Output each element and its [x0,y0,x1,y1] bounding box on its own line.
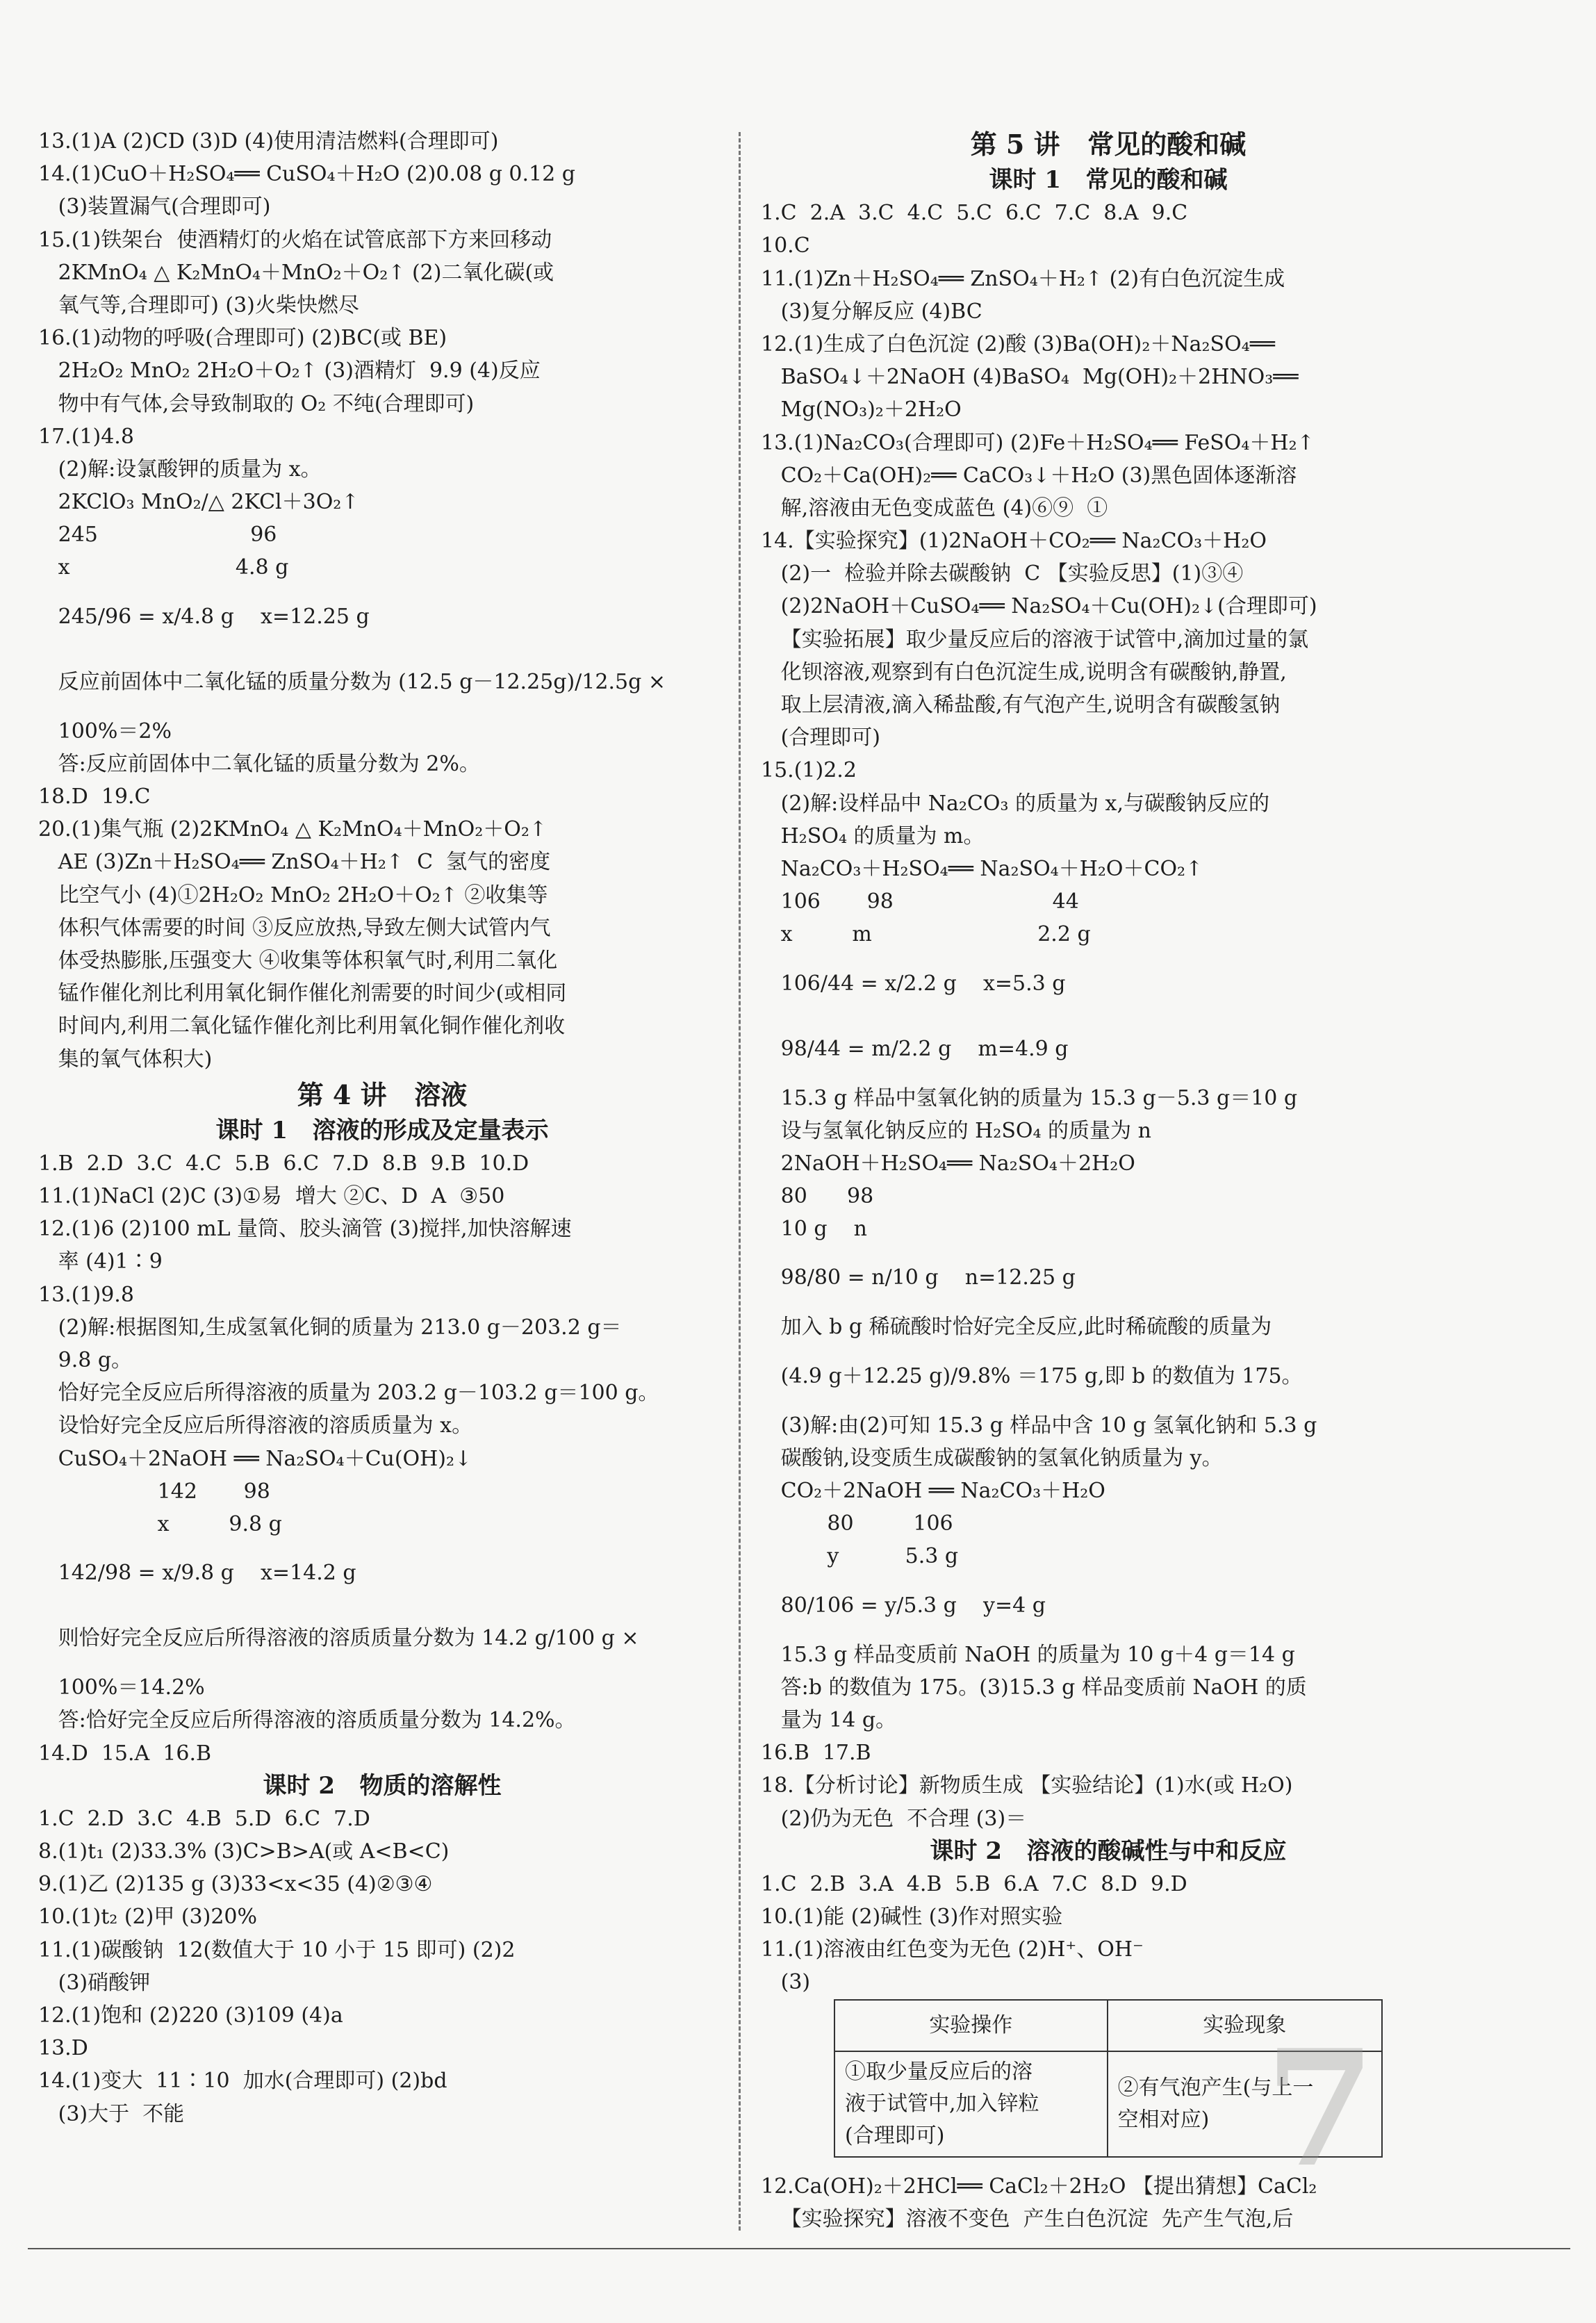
answer-line: 16.B 17.B [761,1741,871,1766]
answer-line: (合理即可) [761,725,881,750]
answer-line: 体受热膨胀,压强变大 ④收集等体积氧气时,利用二氧化 [38,948,558,973]
answer-line: 14.【实验探究】(1)2NaOH＋CO₂══ Na₂CO₃＋H₂O [761,529,1267,554]
answer-line: 【实验探究】溶液不变色 产生白色沉淀 先产生气泡,后 [761,2206,1294,2231]
answer-line: 11.(1)碳酸钠 12(数值大于 10 小于 15 即可) (2)2 [38,1937,516,1962]
answer-line: 体积气体需要的时间 ③反应放热,导致左侧大试管内气 [38,915,551,940]
answer-line: (3)硝酸钾 [38,1970,151,1995]
answer-line: (2)一 检验并除去碳酸钠 C 【实验反思】(1)③④ [761,561,1244,586]
answer-line: x 9.8 g [38,1511,282,1536]
answer-line: 物中有气体,会导致制取的 O₂ 不纯(合理即可) [38,391,475,416]
table-cell-line: 液于试管中,加入锌粒 [845,2091,1039,2116]
answer-line: (3)装置漏气(合理即可) [38,195,271,220]
answer-line: 11.(1)NaCl (2)C (3)①易 增大 ②C、D A ③50 [38,1184,505,1209]
answer-line: 集的氧气体积大) [38,1046,213,1072]
answer-line: 106 98 44 [761,889,1079,914]
answer-line: 8.(1)t₁ (2)33.3% (3)C>B>A(或 A<B<C) [38,1839,450,1864]
answer-line: 142 98 [38,1479,270,1504]
answer-line: 解,溶液由无色变成蓝色 (4)⑥⑨ ① [761,495,1108,520]
answer-line: 2KMnO₄ △ K₂MnO₄＋MnO₂＋O₂↑ (2)二氧化碳(或 [38,260,554,285]
answer-line: 18.【分析讨论】新物质生成 【实验结论】(1)水(或 H₂O) [761,1773,1293,1798]
table-cell-operation [834,2051,1108,2157]
answer-line: 化钡溶液,观察到有白色沉淀生成,说明含有碳酸钠,静置, [761,659,1287,684]
table-header-phenomenon: 实验现象 [1108,2000,1382,2051]
lecture-heading: 第 5 讲 常见的酸和碱 [970,129,1247,160]
answer-line: 2KClO₃ MnO₂/△ 2KCl＋3O₂↑ [38,490,359,515]
lesson-heading: 课时 2 溶液的酸碱性与中和反应 [930,1837,1287,1865]
answer-line: 【实验拓展】取少量反应后的溶液于试管中,滴加过量的氯 [761,627,1309,652]
answer-line: 锰作催化剂比利用氧化铜作催化剂需要的时间少(或相同 [38,981,567,1006]
answer-line: 14.(1)CuO＋H₂SO₄══ CuSO₄＋H₂O (2)0.08 g 0.12 g [38,162,575,187]
answer-line: 98/44 = m/2.2 g m=4.9 g [761,1036,1069,1061]
answer-line: 10.C [761,233,810,258]
answer-line: 18.D 19.C [38,785,151,809]
answer-line: 量为 14 g。 [761,1707,897,1732]
answer-line: 答:恰好完全反应后所得溶液的溶质质量分数为 14.2%。 [38,1708,576,1733]
answer-line: 15.3 g 样品变质前 NaOH 的质量为 10 g＋4 g＝14 g [761,1642,1295,1667]
answer-line: 氧气等,合理即可) (3)火柴快燃尽 [38,293,359,318]
answer-line: CO₂＋Ca(OH)₂══ CaCO₃↓＋H₂O (3)黑色固体逐渐溶 [761,463,1297,488]
answer-line: 14.(1)变大 11∶10 加水(合理即可) (2)bd [38,2069,447,2094]
right-main [761,125,1456,1999]
answer-line: 反应前固体中二氧化锰的质量分数为 (12.5 g－12.25g)/12.5g × [38,669,666,694]
answer-line: 9.(1)乙 (2)135 g (3)33<x<35 (4)②③④ [38,1872,433,1897]
answer-line: (3) [761,1970,811,1995]
answer-line: 15.3 g 样品中氢氧化钠的质量为 15.3 g－5.3 g＝10 g [761,1085,1298,1110]
answer-line: 12.Ca(OH)₂＋2HCl══ CaCl₂＋2H₂O 【提出猜想】CaCl₂ [761,2174,1317,2199]
answer-line: 15.(1)2.2 [761,758,857,783]
lesson-heading: 课时 1 常见的酸和碱 [989,166,1228,194]
answer-line: (4.9 g＋12.25 g)/9.8% ＝175 g,即 b 的数值为 175。 [761,1363,1303,1388]
lecture-heading: 第 4 讲 溶液 [297,1078,468,1110]
answer-line: 恰好完全反应后所得溶液的质量为 203.2 g－103.2 g＝100 g。 [38,1381,659,1406]
answer-line: 比空气小 (4)①2H₂O₂ MnO₂ 2H₂O＋O₂↑ ②收集等 [38,883,548,908]
answer-line: 106/44 = x/2.2 g x=5.3 g [761,971,1066,996]
answer-line: 13.(1)Na₂CO₃(合理即可) (2)Fe＋H₂SO₄══ FeSO₄＋H₂↑ [761,430,1315,455]
answer-line: BaSO₄↓＋2NaOH (4)BaSO₄ Mg(OH)₂＋2HNO₃══ [761,365,1299,390]
answer-line: (2)解:设氯酸钾的质量为 x。 [38,457,322,482]
page-number-watermark: 7 [1265,2015,1376,2203]
answer-line: 98/80 = n/10 g n=12.25 g [761,1265,1076,1290]
answer-line: x m 2.2 g [761,922,1091,947]
right-column [761,125,1456,2235]
answer-line: 率 (4)1∶9 [38,1249,163,1274]
answer-line: 设与氢氧化钠反应的 H₂SO₄ 的质量为 n [761,1118,1151,1143]
answer-line: 设恰好完全反应后所得溶液的溶质质量为 x。 [38,1413,473,1438]
answer-line: Na₂CO₃＋H₂SO₄══ Na₂SO₄＋H₂O＋CO₂↑ [761,856,1203,881]
answer-line: 100%＝14.2% [38,1675,205,1700]
answer-line: 11.(1)溶液由红色变为无色 (2)H⁺、OH⁻ [761,1937,1144,1962]
table-cell-line: ①取少量反应后的溶 [845,2059,1033,2084]
answer-line: 碳酸钠,设变质生成碳酸钠的氢氧化钠质量为 y。 [761,1445,1223,1470]
answer-line: (2)2NaOH＋CuSO₄══ Na₂SO₄＋Cu(OH)₂↓(合理即可) [761,594,1317,619]
answer-line: (2)解:根据图知,生成氢氧化铜的质量为 213.0 g－203.2 g＝ [38,1315,622,1340]
table-cell-line: ②有气泡产生(与上一 [1117,2075,1314,2100]
answer-line: 245/96 = x/4.8 g x=12.25 g [38,604,370,629]
answer-line: 17.(1)4.8 [38,424,134,449]
answer-line: 16.(1)动物的呼吸(合理即可) (2)BC(或 BE) [38,326,447,351]
answer-line: (3)解:由(2)可知 15.3 g 样品中含 10 g 氢氧化钠和 5.3 g [761,1413,1317,1438]
table-cell-line: (合理即可) [845,2123,945,2148]
answer-line: CO₂＋2NaOH ══ Na₂CO₃＋H₂O [761,1479,1105,1503]
answer-line: 9.8 g。 [38,1348,133,1372]
answer-line: 1.B 2.D 3.C 4.C 5.B 6.C 7.D 8.B 9.B 10.D [38,1151,529,1176]
answer-line: (3)复分解反应 (4)BC [761,299,982,324]
answer-line: 245 96 [38,523,277,548]
answer-line: (2)解:设样品中 Na₂CO₃ 的质量为 x,与碳酸钠反应的 [761,791,1270,816]
answer-line: 13.(1)9.8 [38,1282,134,1307]
answer-line: 100%＝2% [38,719,172,744]
answer-line: AE (3)Zn＋H₂SO₄══ ZnSO₄＋H₂↑ C 氢气的密度 [38,850,551,875]
left-column [38,125,726,2131]
answer-line: 10.(1)能 (2)碱性 (3)作对照实验 [761,1905,1063,1930]
lesson-heading: 课时 1 溶液的形成及定量表示 [215,1116,549,1144]
answer-line: CuSO₄＋2NaOH ══ Na₂SO₄＋Cu(OH)₂↓ [38,1446,472,1471]
answer-line: 1.C 2.B 3.A 4.B 5.B 6.A 7.C 8.D 9.D [761,1871,1187,1896]
answer-line: 10.(1)t₂ (2)甲 (3)20% [38,1905,258,1930]
answer-line: 答:反应前固体中二氧化锰的质量分数为 2%。 [38,751,480,776]
answer-line: y 5.3 g [761,1544,959,1569]
answer-line: Mg(NO₃)₂＋2H₂O [761,397,962,422]
answer-line: 142/98 = x/9.8 g x=14.2 g [38,1561,356,1586]
table-header-operation: 实验操作 [834,2000,1108,2051]
answer-line: 1.C 2.D 3.C 4.B 5.D 6.C 7.D [38,1806,370,1831]
answer-line: x 4.8 g [38,555,289,580]
answer-line: 80 106 [761,1511,953,1536]
column-divider [739,132,741,2231]
answer-line: 13.D [38,2036,88,2061]
lesson-heading: 课时 2 物质的溶解性 [263,1771,502,1800]
answer-line: 15.(1)铁架台 使酒精灯的火焰在试管底部下方来回移动 [38,227,552,252]
answer-line: (3)大于 不能 [38,2101,185,2126]
answer-line: 取上层清液,滴入稀盐酸,有气泡产生,说明含有碳酸氢钠 [761,693,1281,717]
answer-line: 80 98 [761,1184,874,1209]
answer-line: 时间内,利用二氧化锰作催化剂比利用氧化铜作催化剂收 [38,1014,566,1039]
answer-line: 11.(1)Zn＋H₂SO₄══ ZnSO₄＋H₂↑ (2)有白色沉淀生成 [761,266,1285,291]
answer-line: 80/106 = y/5.3 g y=4 g [761,1593,1046,1618]
answer-line: 10 g n [761,1217,867,1242]
answer-line: 12.(1)生成了白色沉淀 (2)酸 (3)Ba(OH)₂＋Na₂SO₄══ [761,331,1275,356]
answer-line: 则恰好完全反应后所得溶液的溶质质量分数为 14.2 g/100 g × [38,1626,639,1651]
answer-line: 1.C 2.A 3.C 4.C 5.C 6.C 7.C 8.A 9.C [761,201,1188,226]
answer-line: 20.(1)集气瓶 (2)2KMnO₄ △ K₂MnO₄＋MnO₂＋O₂↑ [38,817,548,842]
answer-line: 13.(1)A (2)CD (3)D (4)使用清洁燃料(合理即可) [38,129,499,154]
table-cell-line: 空相对应) [1117,2107,1210,2132]
answer-line: 12.(1)饱和 (2)220 (3)109 (4)a [38,2003,343,2028]
answer-line: 2NaOH＋H₂SO₄══ Na₂SO₄＋2H₂O [761,1151,1135,1176]
answer-line: 12.(1)6 (2)100 mL 量筒、胶头滴管 (3)搅拌,加快溶解速 [38,1217,572,1242]
answer-line: 2H₂O₂ MnO₂ 2H₂O＋O₂↑ (3)酒精灯 9.9 (4)反应 [38,359,541,384]
answer-line: (2)仍为无色 不合理 (3)＝ [761,1806,1027,1831]
answer-line: 加入 b g 稀硫酸时恰好完全反应,此时稀硫酸的质量为 [761,1315,1272,1340]
answer-line: 14.D 15.A 16.B [38,1741,212,1766]
footer-rule [28,2248,1570,2249]
answer-line: H₂SO₄ 的质量为 m。 [761,823,985,848]
answer-line: 答:b 的数值为 175。(3)15.3 g 样品变质前 NaOH 的质 [761,1675,1307,1700]
